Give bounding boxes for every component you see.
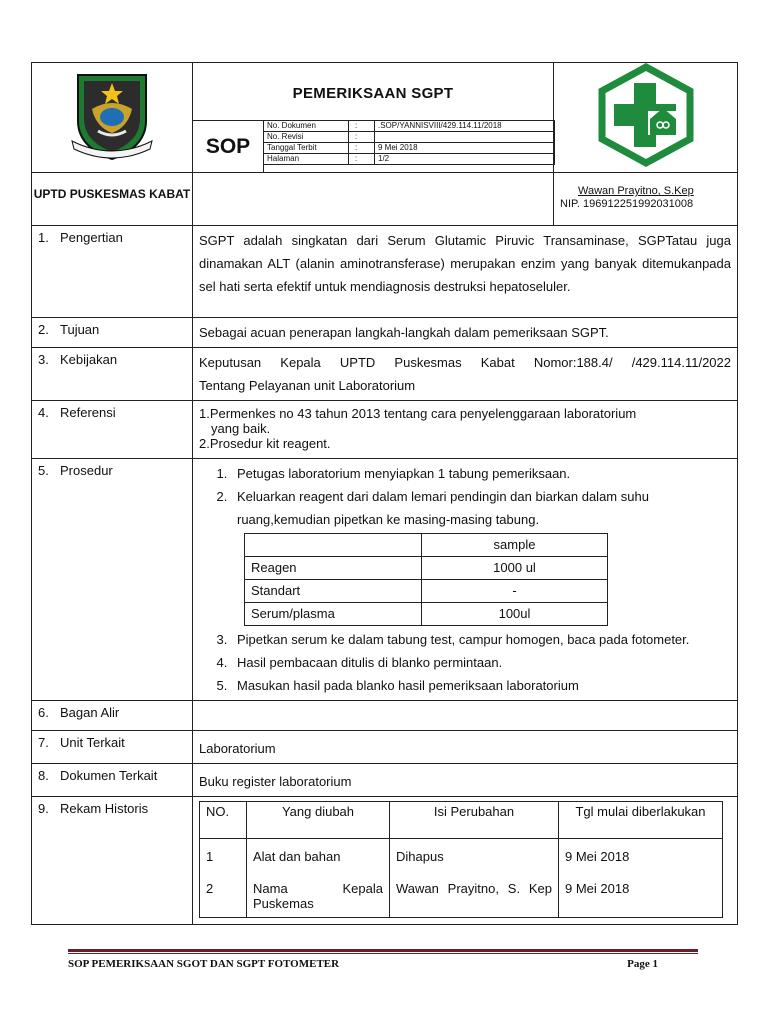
section-text-pengertian: SGPT adalah singkatan dari Serum Glutamic Piruvic Transaminase, SGPTatau juga dinamakan ALT (alanin aminotransferase) merupakan enzim yang banyak ditemukanpada sel hati serta efektif untuk mendiagnosis destruksi hepatoseluler.: [193, 226, 738, 318]
title-cell: [193, 63, 554, 173]
section-text-tujuan: Sebagai acuan penerapan langkah-langkah dalam pemeriksaan SGPT.: [193, 318, 738, 348]
reagent-row: Reagen 1000 ul: [245, 557, 608, 580]
regency-emblem-icon: [68, 69, 156, 161]
left-logo-cell: [32, 63, 193, 173]
section-label-kebijakan: 3. Kebijakan: [32, 348, 193, 401]
procedure-step: 5. Masukan hasil pada blanko hasil pemeriksaan laboratorium: [231, 674, 731, 697]
blank-cell: [193, 173, 554, 226]
puskesmas-logo-icon: [596, 63, 696, 167]
section-text-referensi: 1.Permenkes no 43 tahun 2013 tentang cara penyelenggaraan laboratorium yang baik. 2.Prosedur kit reagent.: [193, 401, 738, 459]
meta-sep: :: [349, 121, 375, 132]
meta-value: 9 Mei 2018: [375, 143, 555, 154]
section-text-dokumen: Buku register laboratorium: [193, 764, 738, 797]
section-label-unit: 7. Unit Terkait: [32, 731, 193, 764]
meta-value: [375, 132, 555, 143]
history-table: [199, 801, 723, 918]
procedure-steps: [193, 462, 731, 531]
section-label-prosedur: 5. Prosedur: [32, 459, 193, 701]
meta-key: No. Revisi: [264, 132, 349, 143]
reagent-row: sample: [245, 534, 608, 557]
meta-row: [264, 132, 555, 143]
history-row: 2 Nama Kepala Puskemas Wawan Prayitno, S. Kep 9 Mei 2018: [200, 877, 723, 918]
history-row: 1 Alat dan bahan Dihapus 9 Mei 2018: [200, 839, 723, 878]
meta-value: .SOP/YANNISVIII/429.114.11/2018: [375, 121, 555, 132]
page-number: Page 1: [627, 958, 658, 970]
meta-key: Halaman: [264, 154, 349, 165]
section-label-pengertian: 1. Pengertian: [32, 226, 193, 318]
meta-sep: :: [349, 154, 375, 165]
section-rekam-historis: [193, 797, 738, 925]
meta-key: Tanggal Terbit: [264, 143, 349, 154]
signer-name: Wawan Prayitno, S.Kep: [578, 185, 694, 197]
right-logo-cell: [554, 63, 738, 173]
section-text-bagan: [193, 701, 738, 731]
footer-rule: [68, 949, 698, 952]
reagent-row: Standart -: [245, 580, 608, 603]
signer-nip: NIP. 196912251992031008: [560, 198, 694, 210]
sop-table: [31, 62, 738, 925]
section-label-bagan: 6. Bagan Alir: [32, 701, 193, 731]
section-label-dokumen: 8. Dokumen Terkait: [32, 764, 193, 797]
meta-row: [264, 143, 555, 154]
document-title: PEMERIKSAAN SGPT: [292, 85, 454, 102]
meta-value: 1/2: [375, 154, 555, 165]
procedure-step: 2. Keluarkan reagent dari dalam lemari pendingin dan biarkan dalam suhu ruang,kemudian pipetkan ke masing-masing tabung.: [231, 485, 731, 531]
meta-row: [264, 121, 555, 132]
procedure-step: 3. Pipetkan serum ke dalam tabung test, campur homogen, baca pada fotometer.: [231, 628, 731, 651]
procedure-steps-continued: [193, 628, 731, 697]
sop-label: SOP: [193, 120, 264, 172]
page-footer: [68, 958, 698, 970]
procedure-step: 4. Hasil pembacaan ditulis di blanko permintaan.: [231, 651, 731, 674]
meta-sep: :: [349, 132, 375, 143]
section-label-referensi: 4. Referensi: [32, 401, 193, 459]
organization-cell: [32, 173, 193, 226]
procedure-step: 1. Petugas laboratorium menyiapkan 1 tabung pemeriksaan.: [231, 462, 731, 485]
reagent-table: [244, 533, 608, 626]
section-text-unit: Laboratorium: [193, 731, 738, 764]
meta-row: [264, 154, 555, 165]
reagent-row: Serum/plasma 100ul: [245, 603, 608, 626]
meta-key: No. Dokumen: [264, 121, 349, 132]
meta-sep: :: [349, 143, 375, 154]
document-meta-table: [263, 120, 555, 165]
section-label-rekam: 9. Rekam Historis: [32, 797, 193, 925]
organization-name: UPTD PUSKESMAS KABAT: [33, 187, 191, 201]
footer-rule-thin: [68, 953, 698, 954]
signature-cell: [554, 173, 738, 226]
section-text-kebijakan: Keputusan Kepala UPTD Puskesmas Kabat Nomor:188.4/ /429.114.11/2022 Tentang Pelayanan unit Laboratorium: [193, 348, 738, 401]
section-text-prosedur: [193, 459, 738, 701]
history-header-row: NO. Yang diubah Isi Perubahan Tgl mulai diberlakukan: [200, 802, 723, 839]
footer-title: SOP PEMERIKSAAN SGOT DAN SGPT FOTOMETER: [68, 958, 340, 970]
section-label-tujuan: 2. Tujuan: [32, 318, 193, 348]
